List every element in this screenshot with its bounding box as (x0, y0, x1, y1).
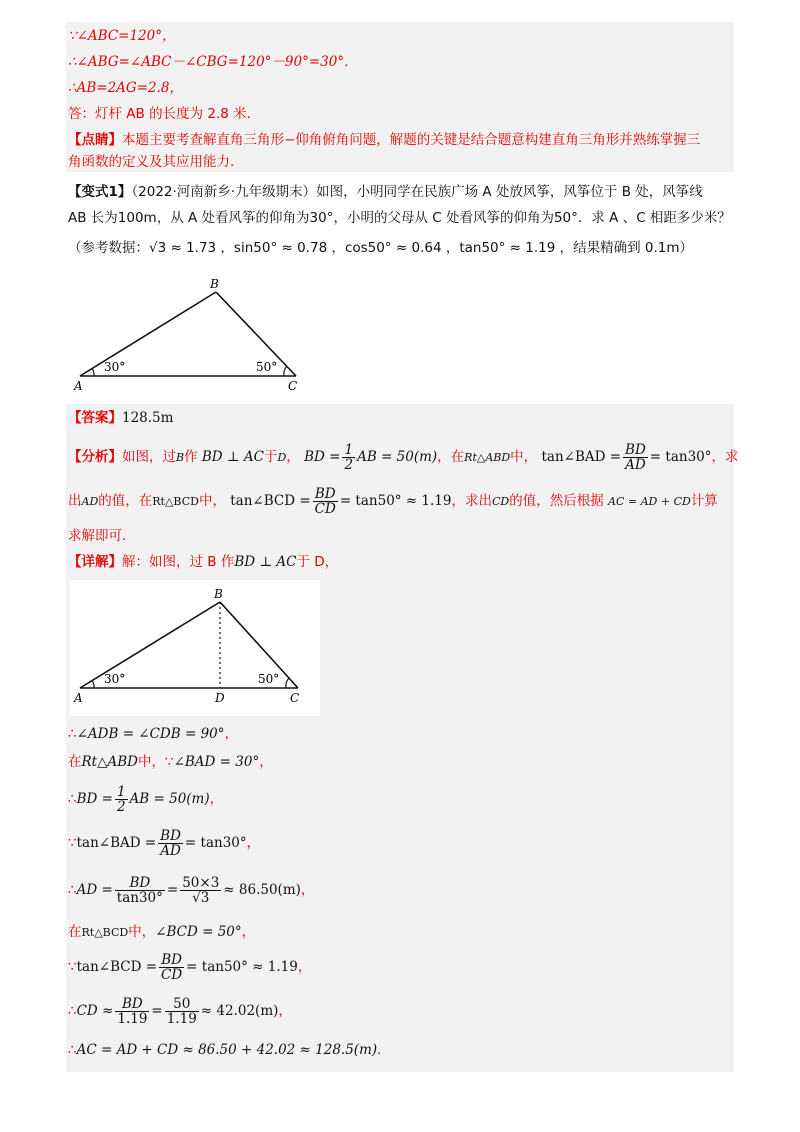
step-text: 在 (68, 754, 82, 770)
frac-den: 1.19 (166, 1010, 197, 1027)
analysis-tag: 【分析】 (68, 449, 122, 465)
step-text: ∵∠ABC=120°， (68, 28, 176, 44)
frac-num: BD (115, 876, 165, 891)
because-symbol: ∵ (68, 959, 77, 975)
expr-bd: BD = (304, 449, 341, 465)
step-expr: AB = 50(m) (129, 791, 210, 807)
analysis-text: 的值，在 (98, 493, 153, 509)
fraction-50x3-sqrt3 (180, 876, 221, 905)
step-expr: ≈ 86.50(m) (223, 882, 301, 898)
step-line-2 (68, 52, 358, 72)
analysis-text: 的值，然后根据 (509, 493, 604, 509)
frac-den: AD (625, 456, 646, 473)
angle-arc-c (284, 366, 287, 376)
answer-tag: 【答案】 (68, 410, 122, 426)
punct: ， (278, 1003, 292, 1019)
therefore-symbol: ∴ (68, 1042, 77, 1058)
vertex-label-a: A (74, 691, 83, 705)
expr-tan-bad: tan∠BAD = (541, 449, 622, 465)
step-expr: ∠BCD = 50° (155, 924, 242, 940)
frac-den: AD (160, 842, 181, 859)
step-line-1 (68, 26, 175, 46)
problem-line-1 (68, 182, 703, 202)
detail-line (68, 552, 338, 572)
angle-arc-c (286, 678, 289, 688)
analysis-text: ，求出 (451, 493, 492, 509)
reference-data: （参考数据：√3 ≈ 1.73 ，sin50° ≈ 0.78 ，cos50° ≈ 0.64 ，tan50° ≈ 1.19 ，结果精确到 0.1m） (68, 240, 694, 256)
punct: ， (300, 882, 315, 898)
step-1 (68, 724, 238, 744)
step-8 (68, 994, 292, 1028)
point-b: B (176, 451, 185, 464)
analysis-text: 于 (264, 449, 278, 465)
comment-line-1 (68, 130, 700, 150)
frac-num: 50×3 (182, 874, 220, 891)
fraction-bd-ad (158, 829, 183, 858)
punct: ． (377, 1042, 391, 1058)
step-expr: ∠BAD = 30° (173, 754, 260, 770)
analysis-text: 作 (184, 449, 198, 465)
step-text: ∴AB=2AG=2.8， (68, 80, 183, 96)
analysis-text: 中， (198, 493, 226, 509)
answer-value: 128.5m (122, 410, 174, 426)
frac-num: BD (159, 953, 184, 968)
fraction-50-119 (165, 997, 199, 1026)
frac-den: CD (161, 966, 183, 983)
expr-ab: AB = 50(m) (357, 449, 438, 465)
therefore-symbol: ∴ (68, 726, 77, 742)
step-line-3 (68, 78, 183, 98)
analysis-line-1 (68, 440, 739, 474)
angle-label-a: 30° (104, 672, 126, 686)
answer-text: 答：灯杆 AB 的长度为 2.8 米． (68, 106, 261, 122)
segment-cd: CD (491, 495, 510, 508)
step-expr: tan∠BAD = (76, 835, 157, 851)
triangle-bcd: Rt△BCD (81, 926, 129, 939)
fraction-bd-ad (623, 443, 648, 472)
analysis-text: ， (286, 449, 300, 465)
frac-den: CD (314, 500, 336, 517)
expr-perpendicular: BD ⊥ AC (234, 554, 297, 570)
triangle-figure-1 (70, 278, 310, 396)
step-expr: = (166, 882, 179, 898)
frac-num: 1 (116, 783, 126, 800)
punct: ， (209, 791, 224, 807)
triangle-abd: Rt△ABD (81, 754, 138, 770)
analysis-text: 中， (510, 449, 538, 465)
problem-line-2 (68, 208, 731, 228)
analysis-line-3 (68, 526, 136, 546)
expr-tan30: = tan30° (649, 449, 712, 465)
step-4 (68, 826, 260, 860)
point-label-d: D (215, 691, 225, 705)
step-text: 中， (128, 924, 156, 940)
angle-label-c: 50° (258, 672, 280, 686)
detail-tag: 【详解】 (68, 554, 122, 570)
punct: ， (241, 924, 256, 940)
vertex-label-b: B (210, 278, 219, 291)
point-d: D (277, 451, 287, 464)
angle-arc-a (92, 368, 94, 376)
step-text: 在 (68, 924, 82, 940)
frac-num: BD (115, 997, 149, 1012)
answer-line (68, 104, 260, 124)
analysis-text: ，求 (711, 449, 739, 465)
step-6 (68, 922, 255, 943)
analysis-text: 出 (68, 493, 82, 509)
frac-num: 1 (344, 441, 354, 458)
because-symbol: ∵ (68, 835, 77, 851)
vertex-label-b: B (214, 587, 223, 601)
analysis-text: 计算 (690, 493, 718, 509)
frac-den: 2 (116, 798, 126, 815)
step-2 (68, 752, 273, 772)
answer-line (68, 408, 173, 428)
punct: ， (246, 835, 261, 851)
vertex-label-a: A (74, 379, 83, 393)
frac-den: 2 (344, 456, 354, 473)
punct: ， (259, 754, 273, 770)
step-expr: = tan50° ≈ 1.19 (186, 959, 298, 975)
step-expr: AD = (76, 882, 113, 898)
punct: ， (297, 959, 312, 975)
analysis-text: 求解即可． (68, 528, 136, 544)
step-expr: = (151, 1003, 163, 1019)
fraction-bd-cd (313, 487, 338, 516)
triangle-bcd: Rt△BCD (152, 495, 199, 508)
step-expr: = tan30° (184, 835, 247, 851)
frac-den: √3 (192, 889, 210, 906)
therefore-symbol: ∴ (68, 791, 77, 807)
step-expr: CD ≈ (76, 1003, 114, 1019)
problem-tag: 【变式1】 (68, 184, 132, 200)
frac-num: BD (625, 441, 646, 458)
vertex-label-c: C (290, 691, 300, 705)
frac-num: BD (313, 487, 338, 502)
step-9 (68, 1040, 391, 1060)
problem-text: AB 长为100m，从 A 处看风筝的仰角为30°，小明的父母从 C 处看风筝的仰角为50°．求 A 、C 相距多少米？ (68, 210, 731, 226)
frac-den: 1.19 (117, 1010, 148, 1027)
fraction-half (115, 785, 128, 814)
final-expr: AC = AD + CD ≈ 86.50 + 42.02 ≈ 128.5(m) (76, 1042, 378, 1058)
expr-tan-bcd: tan∠BCD = (230, 493, 311, 509)
step-5 (68, 870, 314, 910)
comment-line-2 (68, 152, 244, 172)
step-expr: ≈ 42.02(m) (200, 1003, 279, 1019)
frac-den: tan30° (116, 889, 163, 906)
step-text: ∴∠ABG=∠ABC－∠CBG=120°－90°=30°． (68, 54, 358, 70)
step-expr: ∠ADB = ∠CDB = 90° (76, 726, 225, 742)
step-3 (68, 782, 223, 816)
step-7 (68, 950, 311, 984)
segment-ad: AD (81, 495, 99, 508)
line-ab (80, 602, 220, 688)
vertex-label-c: C (288, 379, 298, 393)
expr-tan50: = tan50° ≈ 1.19 (339, 493, 452, 509)
detail-text: 于 D， (296, 554, 339, 570)
problem-line-3 (68, 238, 693, 258)
problem-text: （2022·河南新乡·九年级期末）如图，小明同学在民族广场 A 处放风筝，风筝位于 B 处，风筝线 (131, 184, 703, 200)
therefore-symbol: ∴ (68, 882, 77, 898)
triangle-abd: Rt△ABD (464, 451, 511, 464)
angle-arc-a (92, 680, 94, 688)
expr-perpendicular: BD ⊥ AC (201, 449, 264, 465)
punct: ， (224, 726, 239, 742)
frac-num: BD (160, 827, 181, 844)
fraction-bd-tan30 (115, 876, 165, 905)
detail-text: 解：如图，过 B 作 (122, 554, 235, 570)
comment-text: 角函数的定义及其应用能力． (68, 154, 244, 170)
line-ab (80, 292, 216, 376)
fraction-bd-119 (115, 997, 149, 1026)
comment-tag: 【点睛】 (68, 132, 122, 148)
angle-label-c: 50° (256, 360, 278, 374)
analysis-line-2 (68, 484, 718, 518)
triangle-figure-2 (70, 580, 320, 716)
expr-ac-sum: AC = AD + CD (608, 495, 691, 508)
therefore-symbol: ∴ (68, 1003, 77, 1019)
step-expr: BD = (76, 791, 113, 807)
fraction-bd-cd (159, 953, 184, 982)
angle-label-a: 30° (104, 360, 126, 374)
analysis-text: ，在 (437, 449, 465, 465)
step-text: 中，∵ (137, 754, 174, 770)
analysis-text: 如图，过 (122, 449, 176, 465)
fraction-half (342, 443, 355, 472)
step-expr: tan∠BCD = (76, 959, 158, 975)
frac-num: 50 (165, 997, 199, 1012)
comment-text: 本题主要考查解直角三角形−仰角俯角问题，解题的关键是结合题意构建直角三角形并熟练掌握三 (122, 132, 701, 148)
